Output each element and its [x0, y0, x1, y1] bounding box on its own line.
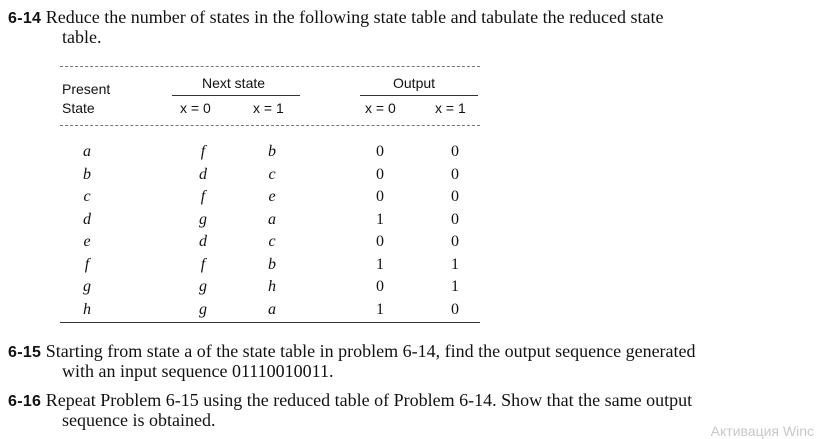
out-x1-cell: 0	[451, 233, 459, 250]
present-state-cell: c	[83, 188, 91, 205]
out-x0-cell: 1	[376, 210, 384, 228]
problem-text-cont: table.	[62, 27, 102, 47]
next-x1-cell: c	[268, 233, 276, 250]
output-x0-column	[365, 141, 395, 321]
activation-watermark: Активация Winc	[710, 423, 814, 439]
problem-text-cont: sequence is obtained.	[62, 410, 216, 430]
next-x0-cell: f	[200, 188, 206, 205]
problem-6-15	[8, 342, 788, 381]
next-state-x0-column	[188, 141, 218, 321]
out-x1-cell: 0	[451, 165, 459, 183]
present-state-cell: a	[83, 143, 91, 160]
next-x0-cell: f	[200, 143, 206, 160]
table-top-rule	[60, 66, 480, 67]
out-x0-cell: 1	[376, 300, 384, 318]
out-x1-cell: 1	[451, 278, 459, 295]
out-x0-cell: 0	[376, 233, 384, 250]
out-x0-cell: 0	[376, 188, 384, 205]
problem-number: 6-15	[8, 344, 42, 361]
next-x0-cell: g	[199, 300, 207, 318]
out-x1-cell: 0	[451, 143, 459, 160]
present-state-cell: e	[83, 233, 91, 250]
header-output: Output	[393, 75, 436, 91]
problem-text: Reduce the number of states in the following state table and tabulate the reduced state	[45, 7, 664, 27]
next-x0-cell: d	[199, 233, 207, 250]
header-out-x0: x = 0	[365, 100, 396, 116]
problem-text: Starting from state a of the state table in problem 6-14, find the output sequence generated	[45, 341, 696, 361]
out-x0-cell: 1	[376, 255, 384, 273]
header-next-state: Next state	[202, 75, 266, 91]
problem-6-16	[8, 391, 788, 430]
out-x0-cell: 0	[376, 165, 384, 183]
header-present: Present	[62, 81, 111, 97]
next-x0-cell: d	[199, 165, 207, 183]
header-out-x1: x = 1	[435, 100, 466, 116]
header-next-x1: x = 1	[253, 100, 284, 116]
next-state-x1-column	[257, 141, 287, 321]
next-x1-cell: a	[268, 210, 276, 228]
present-state-cell: d	[83, 210, 91, 228]
next-x1-cell: a	[268, 300, 276, 318]
header-next-x0: x = 0	[180, 100, 211, 116]
out-x1-cell: 0	[451, 188, 459, 205]
next-state-underline	[172, 95, 300, 96]
out-x1-cell: 1	[451, 255, 459, 273]
output-x1-column	[440, 141, 470, 321]
problem-6-14	[8, 8, 788, 47]
header-bottom-rule	[60, 125, 480, 126]
next-x0-cell: f	[200, 255, 206, 273]
out-x1-cell: 0	[451, 300, 459, 318]
header-state: State	[62, 100, 95, 116]
next-x1-cell: b	[268, 255, 276, 273]
next-x1-cell: c	[268, 165, 276, 183]
present-state-cell: f	[84, 255, 90, 273]
out-x1-cell: 0	[451, 210, 459, 228]
present-state-cell: h	[83, 300, 91, 318]
problem-text: Repeat Problem 6-15 using the reduced table of Problem 6-14. Show that the same output	[45, 390, 693, 410]
state-table	[60, 66, 480, 331]
table-bottom-rule	[60, 322, 480, 323]
output-underline	[360, 95, 478, 96]
present-state-column	[72, 141, 102, 321]
next-x1-cell: b	[268, 143, 276, 160]
out-x0-cell: 0	[376, 143, 384, 160]
problem-number: 6-14	[8, 10, 42, 27]
problem-text-cont: with an input sequence 01110010011.	[62, 361, 334, 381]
next-x0-cell: g	[199, 210, 207, 228]
next-x1-cell: e	[268, 188, 276, 205]
next-x0-cell: g	[199, 278, 207, 295]
next-x1-cell: h	[268, 278, 276, 295]
present-state-cell: g	[83, 278, 91, 295]
problem-number: 6-16	[8, 393, 42, 410]
present-state-cell: b	[83, 165, 91, 183]
out-x0-cell: 0	[376, 278, 384, 295]
